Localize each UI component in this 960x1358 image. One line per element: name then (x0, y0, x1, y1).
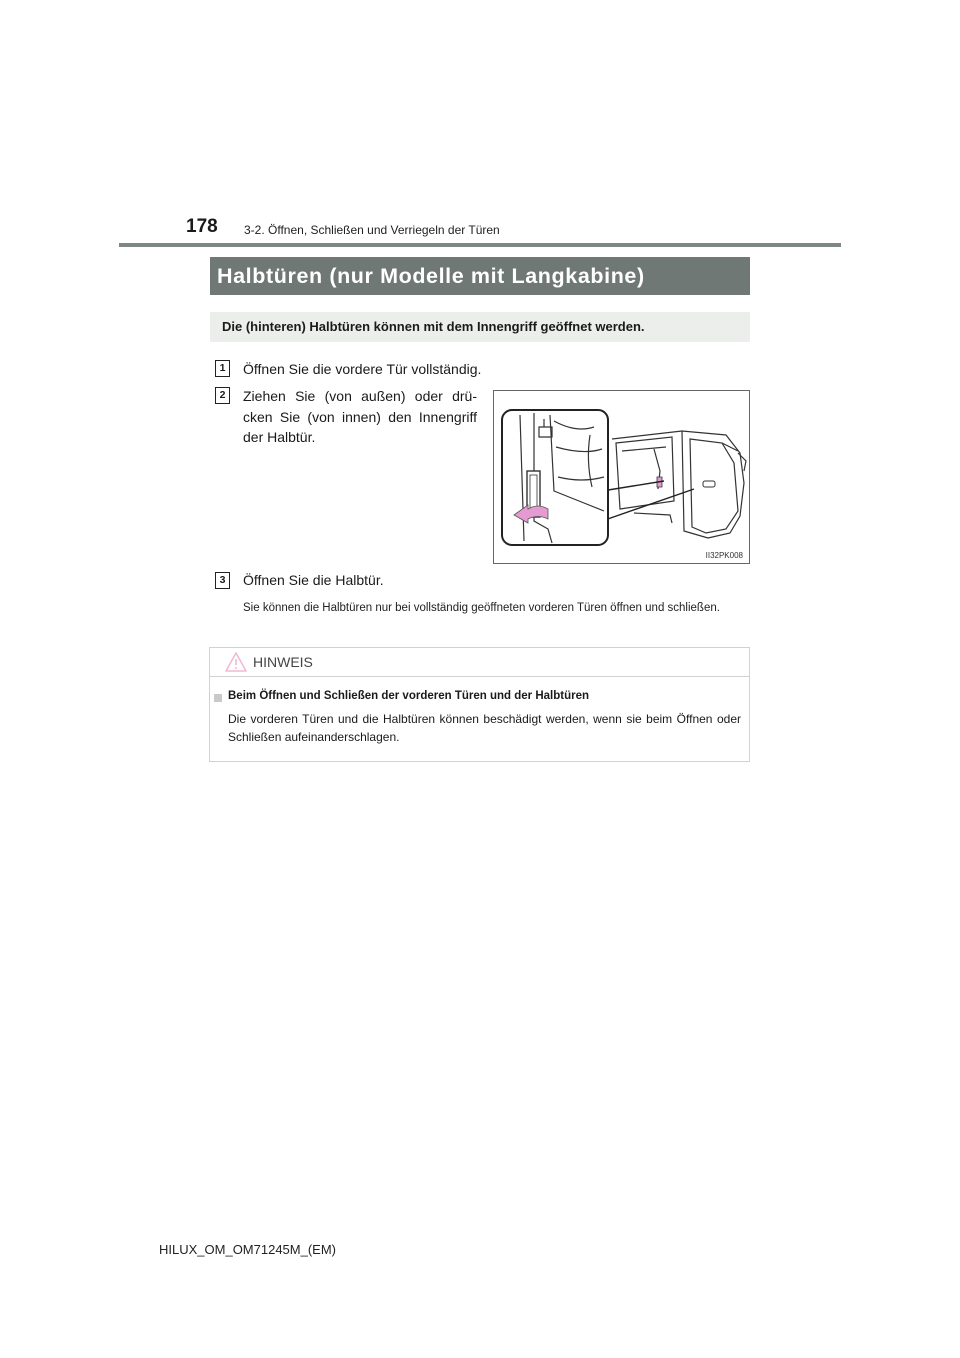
warning-header (210, 648, 749, 677)
note-text: Sie können die Halbtüren nur bei vollständig geöffneten vorderen Türen öffnen und schließen. (243, 602, 720, 614)
step-text-2: Ziehen Sie (von außen) oder drü-cken Sie (von innen) den Innengriff der Halbtür. (243, 388, 477, 445)
footer-document-code: HILUX_OM_OM71245M_(EM) (159, 1242, 336, 1257)
step-number-2: 2 (215, 387, 230, 404)
warning-triangle-icon (224, 651, 248, 673)
section-breadcrumb: 3-2. Öffnen, Schließen und Verriegeln der Türen (244, 223, 500, 237)
step-text-1: Öffnen Sie die vordere Tür vollständig. (243, 361, 482, 377)
door-handle-drawing (494, 391, 750, 564)
intro-text: Die (hinteren) Halbtüren können mit dem Innengriff geöffnet werden. (210, 312, 750, 342)
page-number: 178 (186, 216, 218, 237)
step-text-3: Öffnen Sie die Halbtür. (243, 572, 384, 588)
warning-body: Die vorderen Türen und die Halbtüren können beschädigt werden, wenn sie beim Öffnen oder Schließen aufeinanderschlagen. (228, 712, 741, 744)
door-illustration (493, 390, 750, 564)
warning-label: HINWEIS (253, 654, 313, 670)
figure-code: II32PK008 (705, 551, 743, 560)
warning-box (209, 647, 750, 762)
header-divider (119, 243, 841, 247)
step-number-1: 1 (215, 360, 230, 377)
section-title: Halbtüren (nur Modelle mit Langkabine) (210, 257, 750, 295)
step-number-3: 3 (215, 572, 230, 589)
bullet-square-icon (214, 694, 222, 702)
warning-heading: Beim Öffnen und Schließen der vorderen Türen und der Halbtüren (228, 690, 590, 702)
